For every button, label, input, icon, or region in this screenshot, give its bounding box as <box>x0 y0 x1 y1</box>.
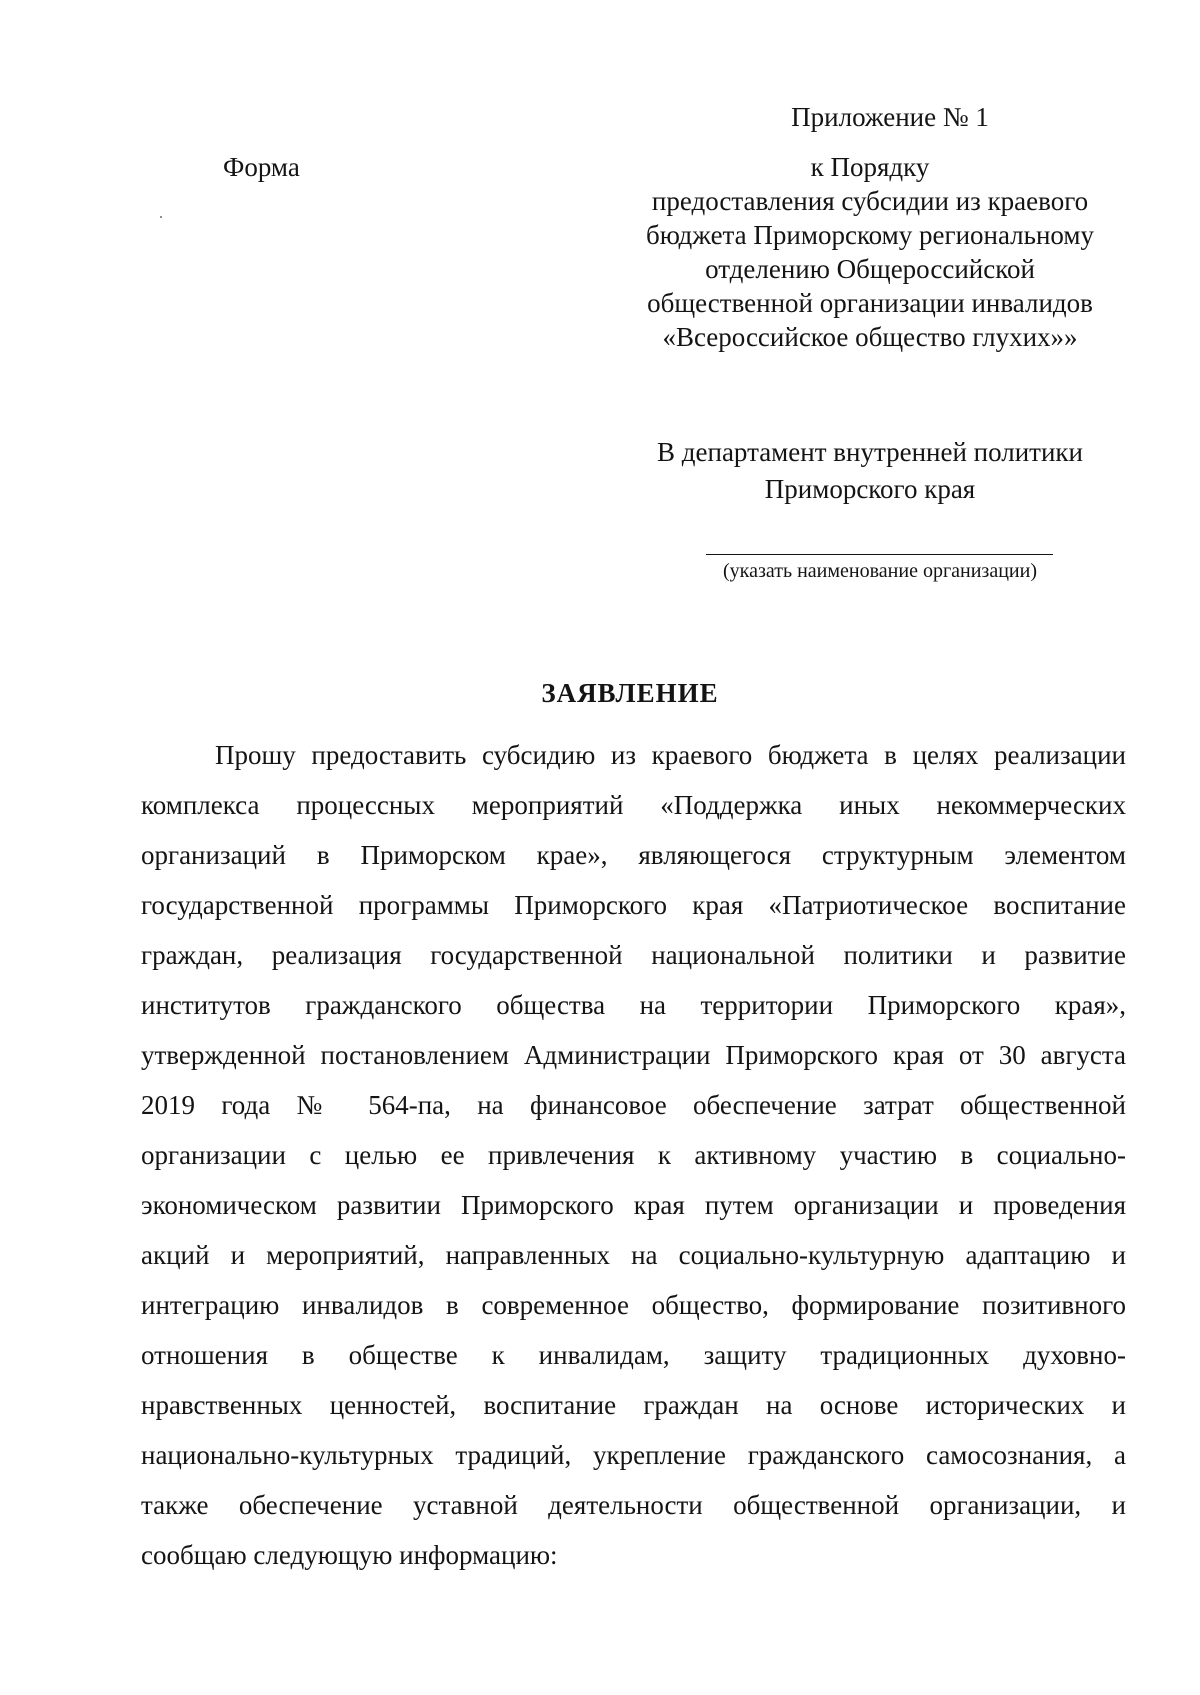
addressee-line: Приморского края <box>764 474 976 504</box>
body-line: отношения в обществе к инвалидам, защиту традиционных духовно- <box>141 1340 1126 1370</box>
document-title: ЗАЯВЛЕНИЕ <box>541 678 719 708</box>
application-body <box>141 730 1126 1580</box>
body-line: комплекса процессных мероприятий «Поддержка иных некоммерческих <box>141 790 1126 820</box>
procedure-line: к Порядку <box>810 152 930 182</box>
body-line: сообщаю следующую информацию: <box>141 1540 558 1570</box>
body-line: экономическом развитии Приморского края путем организации и проведения <box>141 1190 1126 1220</box>
body-line: акций и мероприятий, направленных на социально-культурную адаптацию и <box>141 1240 1126 1270</box>
procedure-line: предоставления субсидии из краевого <box>651 186 1089 216</box>
body-line: организаций в Приморском крае», являющегося структурным элементом <box>141 840 1126 870</box>
body-line: институтов гражданского общества на территории Приморского края», <box>141 990 1126 1020</box>
body-line: также обеспечение уставной деятельности общественной организации, и <box>141 1490 1126 1520</box>
procedure-line: бюджета Приморскому региональному <box>646 220 1094 250</box>
procedure-line: отделению Общероссийской <box>705 254 1035 284</box>
addressee-line: В департамент внутренней политики <box>657 437 1083 467</box>
addressee-block <box>630 434 1110 508</box>
organization-name-hint: (указать наименование организации) <box>723 560 1037 582</box>
body-line: утвержденной постановлением Администрации Приморского края от 30 августа <box>141 1040 1126 1070</box>
body-line: Прошу предоставить субсидию из краевого бюджета в целях реализации <box>215 740 1126 770</box>
body-line: 2019 года № 564-па, на финансовое обеспечение затрат общественной <box>141 1090 1126 1120</box>
procedure-line: общественной организации инвалидов <box>647 288 1093 318</box>
procedure-line: «Всероссийское общество глухих»» <box>662 322 1078 352</box>
procedure-reference <box>630 150 1110 354</box>
body-line: государственной программы Приморского края «Патриотическое воспитание <box>141 890 1126 920</box>
scan-speck <box>160 216 162 218</box>
body-line: интеграцию инвалидов в современное общество, формирование позитивного <box>141 1290 1126 1320</box>
body-line: организации с целью ее привлечения к активному участию в социально- <box>141 1140 1126 1170</box>
form-label: Форма <box>223 152 300 182</box>
organization-name-line <box>706 554 1053 555</box>
appendix-number: Приложение № 1 <box>791 102 989 132</box>
body-line: нравственных ценностей, воспитание граждан на основе исторических и <box>141 1390 1126 1420</box>
body-line: граждан, реализация государственной национальной политики и развитие <box>141 940 1126 970</box>
body-line: национально-культурных традиций, укрепление гражданского самосознания, а <box>141 1440 1126 1470</box>
